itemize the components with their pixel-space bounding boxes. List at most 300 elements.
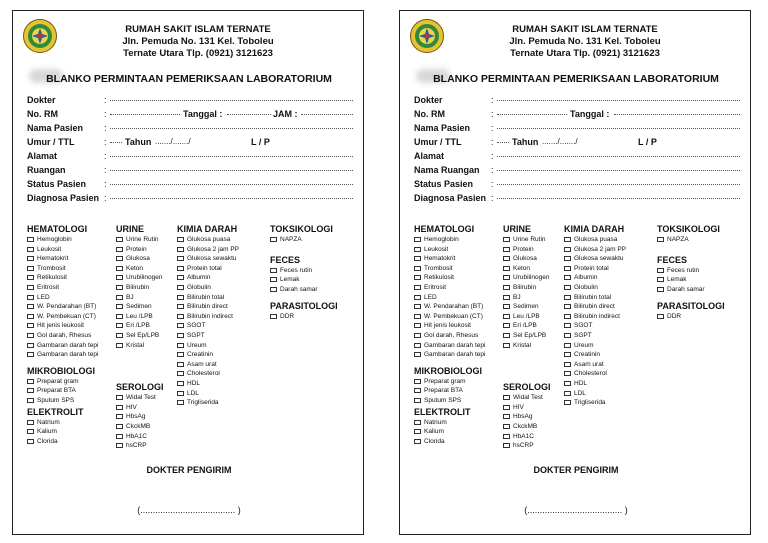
checkbox-icon[interactable] — [177, 400, 184, 405]
checkbox-icon[interactable] — [503, 247, 510, 252]
checkbox-item-kimia[interactable] — [177, 350, 239, 360]
checkbox-item-hematologi[interactable] — [27, 350, 98, 360]
dokter-field[interactable] — [110, 99, 353, 101]
checkbox-item-kimia[interactable] — [564, 331, 626, 341]
checkbox-item-kimia[interactable] — [177, 379, 239, 389]
checkbox-item-urine[interactable] — [116, 264, 164, 274]
alamat-row[interactable]: Alamat : — [414, 149, 740, 163]
status-row[interactable]: Status Pasien : — [27, 177, 353, 191]
checkbox-icon[interactable] — [414, 398, 421, 403]
checkbox-icon[interactable] — [503, 343, 510, 348]
checkbox-icon[interactable] — [564, 285, 571, 290]
dokter-label: Dokter — [27, 95, 56, 105]
checkbox-icon[interactable] — [27, 439, 34, 444]
checkbox-icon[interactable] — [503, 237, 510, 242]
checkbox-item-hematologi[interactable] — [414, 245, 485, 255]
checkbox-item-serologi[interactable] — [503, 422, 551, 432]
checkbox-icon[interactable] — [564, 323, 571, 328]
checkbox-item-feces[interactable] — [657, 275, 725, 285]
checkbox-item-kimia[interactable] — [564, 369, 626, 379]
checkbox-icon[interactable] — [27, 420, 34, 425]
checkbox-item-urine[interactable] — [116, 321, 164, 331]
checkbox-item-urine[interactable] — [116, 254, 164, 264]
checkbox-icon[interactable] — [414, 333, 421, 338]
checkbox-icon[interactable] — [657, 237, 664, 242]
checkbox-item-urine[interactable] — [503, 293, 551, 303]
checkbox-icon[interactable] — [414, 314, 421, 319]
checkbox-item-kimia[interactable] — [564, 283, 626, 293]
checkbox-item-kimia[interactable] — [564, 245, 626, 255]
checkbox-icon[interactable] — [27, 285, 34, 290]
doctor-signature-field[interactable]: (...................................... ) — [524, 505, 628, 515]
checkbox-item-urine[interactable] — [503, 245, 551, 255]
checkbox-item-hematologi[interactable] — [414, 321, 485, 331]
checkbox-icon[interactable] — [177, 371, 184, 376]
checkbox-item-feces[interactable] — [270, 266, 338, 276]
checkbox-icon[interactable] — [503, 266, 510, 271]
checkbox-item-toksikologi[interactable] — [270, 235, 338, 245]
no-rm-row[interactable]: No. RM : Tanggal : JAM : — [27, 107, 353, 121]
checkbox-icon[interactable] — [116, 314, 123, 319]
alamat-row[interactable]: Alamat : — [27, 149, 353, 163]
checkbox-icon[interactable] — [27, 323, 34, 328]
checkbox-icon[interactable] — [116, 424, 123, 429]
checkbox-icon[interactable] — [116, 304, 123, 309]
section-hematologi: HEMATOLOGI — [414, 224, 475, 234]
checkbox-icon[interactable] — [116, 323, 123, 328]
tahun-label: Tahun — [512, 137, 539, 147]
checkbox-item-urine[interactable] — [503, 264, 551, 274]
checkbox-item-hematologi[interactable] — [27, 245, 98, 255]
jam-field[interactable] — [301, 113, 353, 115]
checkbox-label: SGPT — [187, 331, 205, 339]
checkbox-icon[interactable] — [414, 295, 421, 300]
gender-label[interactable]: L / P — [638, 137, 657, 147]
checkbox-item-urine[interactable] — [116, 302, 164, 312]
checkbox-item-serologi[interactable] — [116, 403, 164, 413]
checkbox-icon[interactable] — [116, 247, 123, 252]
checkbox-icon[interactable] — [177, 391, 184, 396]
checkbox-icon[interactable] — [414, 275, 421, 280]
checkbox-item-elektrolit[interactable] — [27, 437, 98, 447]
checkbox-icon[interactable] — [564, 304, 571, 309]
checkbox-item-parasitologi[interactable] — [270, 312, 338, 322]
checkbox-item-hematologi[interactable] — [27, 302, 98, 312]
checkbox-icon[interactable] — [116, 343, 123, 348]
checkbox-icon[interactable] — [414, 429, 421, 434]
checkbox-icon[interactable] — [27, 388, 34, 393]
checkbox-icon[interactable] — [177, 247, 184, 252]
checkbox-icon[interactable] — [177, 285, 184, 290]
checkbox-label: Hemoglobin — [424, 236, 459, 243]
diagnosa-field[interactable] — [110, 197, 353, 199]
checkbox-icon[interactable] — [564, 371, 571, 376]
checkbox-label: Clorida — [424, 437, 445, 445]
section-hematologi: HEMATOLOGI — [27, 224, 88, 234]
checkbox-icon[interactable] — [27, 275, 34, 280]
checkbox-icon[interactable] — [270, 277, 277, 282]
checkbox-item-parasitologi[interactable] — [657, 312, 725, 322]
checkbox-item-hematologi[interactable] — [27, 273, 98, 283]
checkbox-icon[interactable] — [27, 429, 34, 434]
checkbox-icon[interactable] — [27, 295, 34, 300]
checkbox-icon[interactable] — [503, 434, 510, 439]
checkbox-label: Sedimen — [513, 303, 539, 311]
checkbox-icon[interactable] — [414, 285, 421, 290]
checkbox-item-mikrobiologi[interactable] — [414, 386, 485, 396]
checkbox-item-hematologi[interactable] — [414, 350, 485, 360]
checkbox-icon[interactable] — [503, 443, 510, 448]
umur-row[interactable]: Umur / TTL : Tahun ......./......./ L / P — [27, 137, 270, 147]
checkbox-item-kimia[interactable] — [564, 321, 626, 331]
checkbox-item-hematologi[interactable] — [27, 331, 98, 341]
checkbox-item-kimia[interactable] — [177, 312, 239, 322]
checkbox-icon[interactable] — [27, 256, 34, 261]
checkbox-item-urine[interactable] — [116, 312, 164, 322]
checkbox-item-hematologi[interactable] — [27, 341, 98, 351]
checkbox-icon[interactable] — [270, 287, 277, 292]
diagnosa-label: Diagnosa Pasien — [414, 193, 487, 203]
checkbox-item-kimia[interactable] — [177, 360, 239, 370]
checkbox-item-hematologi[interactable] — [27, 264, 98, 274]
checkbox-item-urine[interactable] — [116, 273, 164, 283]
nama-pasien-field[interactable] — [497, 127, 740, 129]
checkbox-label: Bilirubin — [126, 283, 150, 291]
checkbox-icon[interactable] — [503, 256, 510, 261]
checkbox-icon[interactable] — [177, 362, 184, 367]
checkbox-icon[interactable] — [657, 287, 664, 292]
checkbox-icon[interactable] — [503, 424, 510, 429]
checkbox-icon[interactable] — [270, 237, 277, 242]
nama-pasien-field[interactable] — [110, 127, 353, 129]
checkbox-item-urine[interactable] — [116, 283, 164, 293]
checkbox-item-hematologi[interactable] — [27, 235, 98, 245]
checkbox-item-kimia[interactable] — [564, 293, 626, 303]
checkbox-icon[interactable] — [414, 343, 421, 348]
status-field[interactable] — [497, 183, 740, 185]
checkbox-item-urine[interactable] — [116, 341, 164, 351]
checkbox-item-kimia[interactable] — [177, 235, 239, 245]
checkbox-icon[interactable] — [116, 237, 123, 242]
checkbox-item-kimia[interactable] — [564, 350, 626, 360]
checkbox-icon[interactable] — [503, 295, 510, 300]
checkbox-item-urine[interactable] — [116, 293, 164, 303]
checkbox-icon[interactable] — [116, 395, 123, 400]
umur-row[interactable]: Umur / TTL : Tahun ......./......./ L / P — [414, 137, 657, 147]
checkbox-icon[interactable] — [564, 314, 571, 319]
checkbox-item-hematologi[interactable] — [414, 341, 485, 351]
checkbox-item-serologi[interactable] — [503, 393, 551, 403]
checkbox-icon[interactable] — [564, 381, 571, 386]
checkbox-icon[interactable] — [177, 237, 184, 242]
checkbox-icon[interactable] — [270, 314, 277, 319]
checkbox-icon[interactable] — [116, 333, 123, 338]
checkbox-icon[interactable] — [177, 352, 184, 357]
checkbox-icon[interactable] — [657, 268, 664, 273]
checkbox-item-urine[interactable] — [116, 331, 164, 341]
dokter-row[interactable]: Dokter : — [27, 93, 353, 107]
checkbox-icon[interactable] — [116, 295, 123, 300]
checkbox-item-kimia[interactable] — [177, 321, 239, 331]
checkbox-item-feces[interactable] — [657, 266, 725, 276]
checkbox-item-urine[interactable] — [503, 273, 551, 283]
checkbox-item-urine[interactable] — [116, 245, 164, 255]
checkbox-item-hematologi[interactable] — [414, 283, 485, 293]
checkbox-icon[interactable] — [564, 362, 571, 367]
checkbox-icon[interactable] — [177, 314, 184, 319]
checkbox-item-urine[interactable] — [503, 283, 551, 293]
dokter-field[interactable] — [497, 99, 740, 101]
checkbox-item-feces[interactable] — [657, 285, 725, 295]
checkbox-item-kimia[interactable] — [177, 293, 239, 303]
checkbox-item-kimia[interactable] — [177, 341, 239, 351]
checkbox-icon[interactable] — [503, 304, 510, 309]
checkbox-item-hematologi[interactable] — [414, 264, 485, 274]
checkbox-label: Bilirubin direct — [187, 303, 228, 311]
checkbox-icon[interactable] — [27, 333, 34, 338]
checkbox-label: Asam urat — [574, 360, 604, 368]
checkbox-icon[interactable] — [657, 277, 664, 282]
checkbox-icon[interactable] — [177, 381, 184, 386]
checkbox-item-mikrobiologi[interactable] — [27, 396, 98, 406]
checkbox-icon[interactable] — [414, 379, 421, 384]
checkbox-label: Preparat gram — [424, 377, 466, 385]
checkbox-icon[interactable] — [116, 266, 123, 271]
checkbox-icon[interactable] — [27, 304, 34, 309]
checkbox-icon[interactable] — [564, 343, 571, 348]
checkbox-icon[interactable] — [503, 323, 510, 328]
checkbox-icon[interactable] — [414, 388, 421, 393]
checkbox-icon[interactable] — [116, 275, 123, 280]
checkbox-icon[interactable] — [177, 295, 184, 300]
checkbox-item-hematologi[interactable] — [27, 321, 98, 331]
checkbox-icon[interactable] — [564, 400, 571, 405]
checkbox-item-kimia[interactable] — [564, 312, 626, 322]
checkbox-item-elektrolit[interactable] — [414, 427, 485, 437]
checkbox-item-urine[interactable] — [503, 235, 551, 245]
checkbox-item-serologi[interactable] — [116, 393, 164, 403]
checkbox-item-serologi[interactable] — [503, 432, 551, 442]
checkbox-icon[interactable] — [177, 304, 184, 309]
checkbox-item-urine[interactable] — [503, 312, 551, 322]
checkbox-icon[interactable] — [177, 333, 184, 338]
checkbox-item-kimia[interactable] — [564, 389, 626, 399]
checkbox-item-kimia[interactable] — [177, 398, 239, 408]
checkbox-item-mikrobiologi[interactable] — [414, 377, 485, 387]
checkbox-item-kimia[interactable] — [564, 341, 626, 351]
checkbox-item-hematologi[interactable] — [27, 312, 98, 322]
tanggal-field[interactable] — [614, 113, 740, 115]
nama-pasien-row[interactable]: Nama Pasien : — [414, 121, 740, 135]
checkbox-item-kimia[interactable] — [177, 254, 239, 264]
checkbox-item-hematologi[interactable] — [414, 302, 485, 312]
checkbox-item-elektrolit[interactable] — [414, 437, 485, 447]
checkbox-item-kimia[interactable] — [177, 273, 239, 283]
diagnosa-row[interactable]: Diagnosa Pasien : — [414, 191, 740, 205]
checkbox-icon[interactable] — [503, 314, 510, 319]
checkbox-icon[interactable] — [503, 275, 510, 280]
checkbox-item-hematologi[interactable] — [27, 293, 98, 303]
checkbox-icon[interactable] — [116, 443, 123, 448]
checkbox-icon[interactable] — [564, 391, 571, 396]
checkbox-icon[interactable] — [177, 266, 184, 271]
status-field[interactable] — [110, 183, 353, 185]
gender-label[interactable]: L / P — [251, 137, 270, 147]
checkbox-item-hematologi[interactable] — [414, 273, 485, 283]
checkbox-item-hematologi[interactable] — [414, 331, 485, 341]
doctor-signature-field[interactable]: (...................................... ) — [137, 505, 241, 515]
checkbox-item-hematologi[interactable] — [414, 254, 485, 264]
checkbox-item-urine[interactable] — [503, 341, 551, 351]
checkbox-item-elektrolit[interactable] — [27, 418, 98, 428]
checkbox-label: Creatinin — [574, 351, 601, 359]
tanggal-field[interactable] — [227, 113, 271, 115]
checkbox-item-elektrolit[interactable] — [414, 418, 485, 428]
checkbox-item-urine[interactable] — [503, 302, 551, 312]
checkbox-icon[interactable] — [657, 314, 664, 319]
checkbox-item-kimia[interactable] — [564, 398, 626, 408]
checkbox-label: BJ — [513, 293, 521, 301]
checkbox-item-serologi[interactable] — [116, 432, 164, 442]
checkbox-item-feces[interactable] — [270, 285, 338, 295]
ruangan-row[interactable]: Ruangan : — [27, 163, 353, 177]
checkbox-icon[interactable] — [177, 256, 184, 261]
checkbox-icon[interactable] — [27, 343, 34, 348]
checkbox-icon[interactable] — [503, 285, 510, 290]
checkbox-icon[interactable] — [177, 323, 184, 328]
date-slots[interactable]: ......./......./ — [542, 137, 578, 146]
checkbox-icon[interactable] — [116, 285, 123, 290]
status-row[interactable]: Status Pasien : — [414, 177, 740, 191]
checkbox-icon[interactable] — [27, 398, 34, 403]
no-rm-row[interactable]: No. RM : Tanggal : — [414, 107, 740, 121]
checkbox-label: DDR — [667, 313, 682, 321]
checkbox-icon[interactable] — [27, 237, 34, 242]
checkbox-icon[interactable] — [116, 256, 123, 261]
alamat-field[interactable] — [110, 155, 353, 157]
checkbox-item-serologi[interactable] — [503, 441, 551, 451]
checkbox-icon[interactable] — [116, 434, 123, 439]
checkbox-item-urine[interactable] — [503, 321, 551, 331]
checkbox-icon[interactable] — [564, 275, 571, 280]
diagnosa-row[interactable]: Diagnosa Pasien : — [27, 191, 353, 205]
checkbox-label: W. Pendarahan (BT) — [424, 303, 484, 311]
umur-label: Umur / TTL — [414, 137, 462, 147]
checkbox-item-serologi[interactable] — [116, 441, 164, 451]
checkbox-item-serologi[interactable] — [116, 412, 164, 422]
nama-ruangan-field[interactable] — [497, 169, 740, 171]
checkbox-item-kimia[interactable] — [177, 302, 239, 312]
dokter-row[interactable]: Dokter : — [414, 93, 740, 107]
checkbox-item-hematologi[interactable] — [414, 235, 485, 245]
checkbox-item-kimia[interactable] — [177, 331, 239, 341]
checkbox-icon[interactable] — [27, 314, 34, 319]
nama-pasien-row[interactable]: Nama Pasien : — [27, 121, 353, 135]
checkbox-icon[interactable] — [503, 405, 510, 410]
checkbox-item-kimia[interactable] — [564, 379, 626, 389]
checkbox-item-urine[interactable] — [503, 331, 551, 341]
checkbox-item-hematologi[interactable] — [27, 283, 98, 293]
checkbox-item-kimia[interactable] — [177, 264, 239, 274]
checkbox-icon[interactable] — [27, 247, 34, 252]
checkbox-item-serologi[interactable] — [503, 403, 551, 413]
checkbox-label: Kristal — [513, 341, 532, 349]
checkbox-icon[interactable] — [116, 414, 123, 419]
checkbox-item-kimia[interactable] — [177, 389, 239, 399]
checkbox-icon[interactable] — [414, 237, 421, 242]
checkbox-item-kimia[interactable] — [564, 302, 626, 312]
checkbox-item-mikrobiologi[interactable] — [27, 386, 98, 396]
checkbox-icon[interactable] — [503, 333, 510, 338]
checkbox-item-urine[interactable] — [503, 254, 551, 264]
checkbox-item-hematologi[interactable] — [27, 254, 98, 264]
checkbox-label: Hit jenis leukosit — [424, 322, 471, 330]
checkbox-icon[interactable] — [503, 395, 510, 400]
diagnosa-field[interactable] — [497, 197, 740, 199]
checkbox-icon[interactable] — [414, 304, 421, 309]
checkbox-icon[interactable] — [27, 379, 34, 384]
checkbox-item-hematologi[interactable] — [414, 293, 485, 303]
checkbox-icon[interactable] — [564, 352, 571, 357]
checkbox-item-kimia[interactable] — [177, 369, 239, 379]
checkbox-icon[interactable] — [177, 275, 184, 280]
checkbox-item-toksikologi[interactable] — [657, 235, 725, 245]
checkbox-label: LDL — [574, 389, 586, 397]
checkbox-item-kimia[interactable] — [564, 360, 626, 370]
checkbox-icon[interactable] — [564, 295, 571, 300]
checkbox-item-hematologi[interactable] — [414, 312, 485, 322]
checkbox-item-kimia[interactable] — [564, 235, 626, 245]
checkbox-icon[interactable] — [564, 333, 571, 338]
checkbox-item-kimia[interactable] — [564, 254, 626, 264]
checkbox-icon[interactable] — [414, 256, 421, 261]
checkbox-icon[interactable] — [27, 266, 34, 271]
ruangan-field[interactable] — [110, 169, 353, 171]
checkbox-icon[interactable] — [414, 266, 421, 271]
checkbox-item-kimia[interactable] — [177, 283, 239, 293]
checkbox-item-serologi[interactable] — [116, 422, 164, 432]
checkbox-icon[interactable] — [564, 266, 571, 271]
checkbox-icon[interactable] — [414, 323, 421, 328]
checkbox-icon[interactable] — [414, 247, 421, 252]
checkbox-icon[interactable] — [414, 352, 421, 357]
checkbox-item-kimia[interactable] — [564, 273, 626, 283]
nama-ruangan-row[interactable]: Nama Ruangan : — [414, 163, 740, 177]
checkbox-item-urine[interactable] — [116, 235, 164, 245]
checkbox-label: Lemak — [280, 276, 300, 284]
checkbox-item-elektrolit[interactable] — [27, 427, 98, 437]
checkbox-item-kimia[interactable] — [177, 245, 239, 255]
checkbox-label: Leukosit — [37, 245, 62, 253]
date-slots[interactable]: ......./......./ — [155, 137, 191, 146]
checkbox-icon[interactable] — [177, 343, 184, 348]
alamat-field[interactable] — [497, 155, 740, 157]
checkbox-item-feces[interactable] — [270, 275, 338, 285]
checkbox-icon[interactable] — [414, 420, 421, 425]
checkbox-icon[interactable] — [564, 256, 571, 261]
checkbox-item-serologi[interactable] — [503, 412, 551, 422]
checkbox-item-mikrobiologi[interactable] — [27, 377, 98, 387]
checkbox-icon[interactable] — [564, 247, 571, 252]
checkbox-icon[interactable] — [270, 268, 277, 273]
checkbox-item-mikrobiologi[interactable] — [414, 396, 485, 406]
checkbox-icon[interactable] — [564, 237, 571, 242]
checkbox-icon[interactable] — [414, 439, 421, 444]
checkbox-item-kimia[interactable] — [564, 264, 626, 274]
checkbox-icon[interactable] — [503, 414, 510, 419]
checkbox-icon[interactable] — [116, 405, 123, 410]
checkbox-icon[interactable] — [27, 352, 34, 357]
